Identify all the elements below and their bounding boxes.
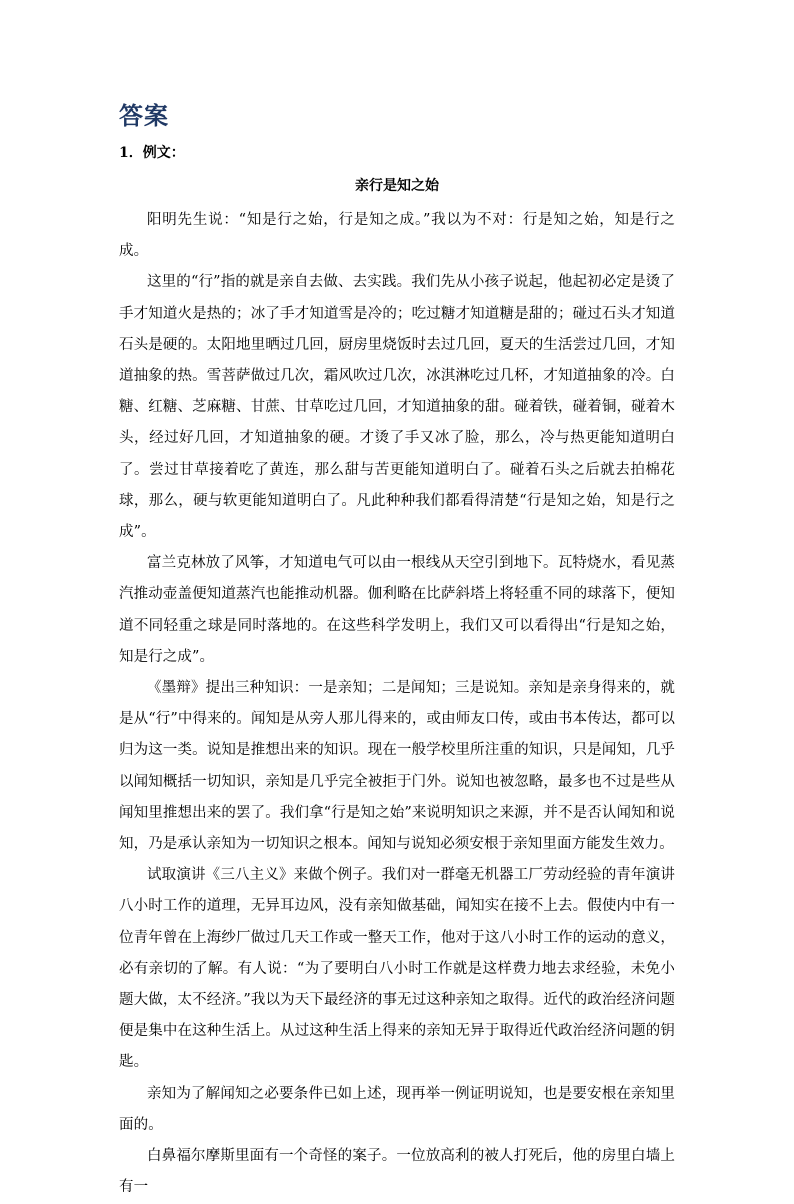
essay-title: 亲行是知之始 <box>355 178 439 194</box>
answer-heading: 答案 <box>119 102 169 130</box>
essay-body <box>119 205 675 1204</box>
question-number: 1． <box>119 145 143 161</box>
question-line <box>119 143 185 163</box>
essay-paragraph: 这里的“行”指的就是亲自去做、去实践。我们先从小孩子说起，他起初必定是烫了手才知道火是热的；冰了手才知道雪是冷的；吃过糖才知道糖是甜的；碰过石头才知道石头是硬的。太阳地里晒过几回，厨房里烧饭时去过几回，夏天的生活尝过几回，才知道抽象的热。雪菩萨做过几次，霜风吹过几次，冰淇淋吃过几杯，才知道抽象的冷。白糖、红糖、芝麻糖、甘蔗、甘草吃过几回，才知道抽象的甜。碰着铁，碰着铜，碰着木头，经过好几回，才知道抽象的硬。才烫了手又冰了脸，那么，冷与热更能知道明白了。尝过甘草接着吃了黄连，那么甜与苦更能知道明白了。碰着石头之后就去拍棉花球，那么，硬与软更能知道明白了。凡此种种我们都看得清楚“行是知之始，知是行之成”。 <box>119 274 675 541</box>
essay-paragraph: 亲知为了解闻知之必要条件已如上述，现再举一例证明说知，也是要安根在亲知里面的。 <box>119 1085 675 1133</box>
essay-paragraph: 试取演讲《三八主义》来做个例子。我们对一群毫无机器工厂劳动经验的青年演讲八小时工作的道理，无异耳边风，没有亲知做基础，闻知实在接不上去。假使内中有一位青年曾在上海纱厂做过几天工作或一整天工作，他对于这八小时工作的运动的意义，必有亲切的了解。有人说：“为了要明白八小时工作就是这样费力地去求经验，未免小题大做，太不经济。”我以为天下最经济的事无过这种亲知之取得。近代的政治经济问题便是集中在这种生活上。从过这种生活上得来的亲知无异于取得近代政治经济问题的钥匙。 <box>119 867 675 1071</box>
question-label: 例文： <box>142 145 185 161</box>
essay-paragraph: 阳明先生说：“知是行之始，行是知之成。”我以为不对：行是知之始，知是行之成。 <box>119 212 675 260</box>
essay-paragraph: 富兰克林放了风筝，才知道电气可以由一根线从天空引到地下。瓦特烧水，看见蒸汽推动壶盖便知道蒸汽也能推动机器。伽利略在比萨斜塔上将轻重不同的球落下，便知道不同轻重之球是同时落地的。在这些科学发明上，我们又可以看得出“行是知之始，知是行之成”。 <box>119 555 675 665</box>
essay-paragraph: 《墨辩》提出三种知识：一是亲知；二是闻知；三是说知。亲知是亲身得来的，就是从“行”中得来的。闻知是从旁人那儿得来的，或由师友口传，或由书本传达，都可以归为这一类。说知是推想出来的知识。现在一般学校里所注重的知识，只是闻知，几乎以闻知概括一切知识，亲知是几乎完全被拒于门外。说知也被忽略，最多也不过是些从闻知里推想出来的罢了。我们拿“行是知之始”来说明知识之来源，并不是否认闻知和说知，乃是承认亲知为一切知识之根本。闻知与说知必须安根于亲知里面方能发生效力。 <box>119 680 675 853</box>
essay-paragraph: 白鼻福尔摩斯里面有一个奇怪的案子。一位放高利的被人打死后，他的房里白墙上有一 <box>119 1148 675 1196</box>
